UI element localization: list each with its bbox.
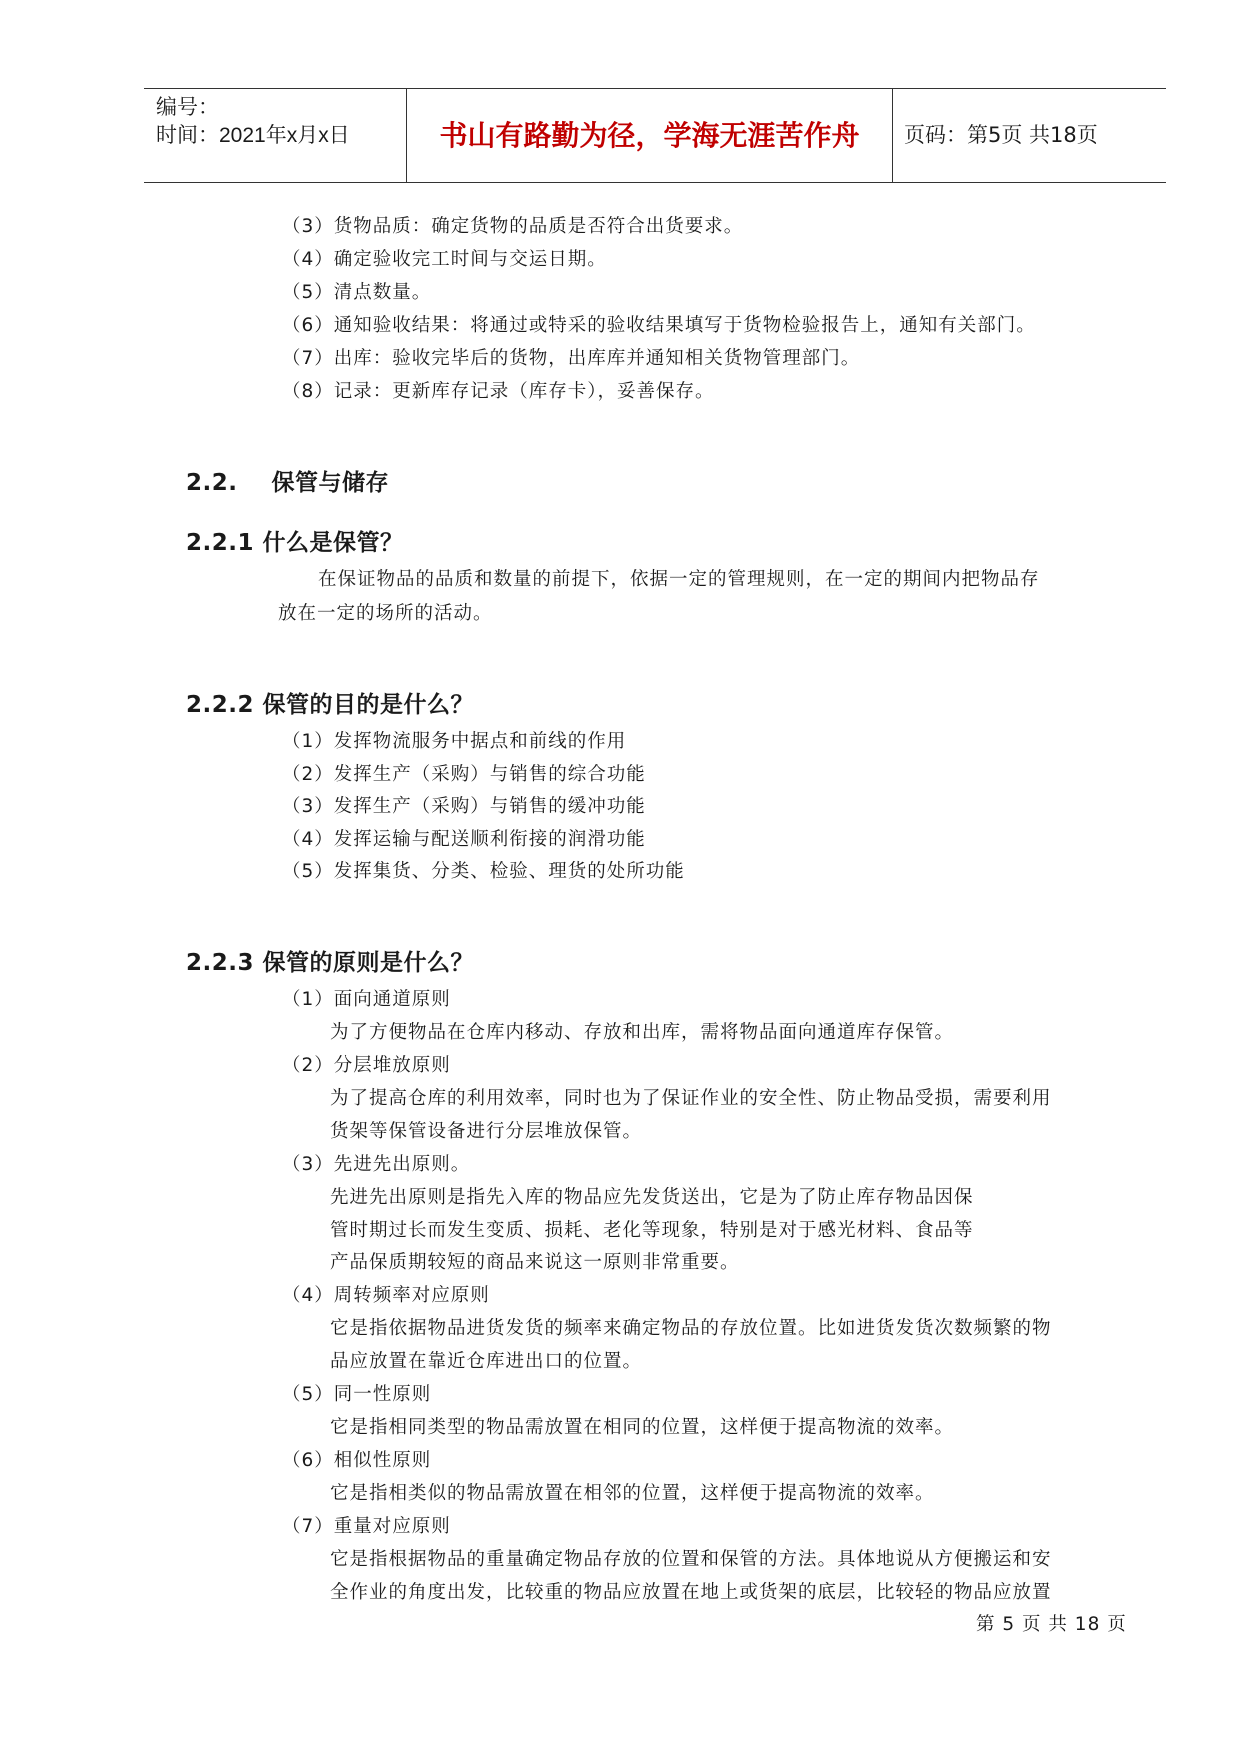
- principle-text: 货架等保管设备进行分层堆放保管。: [330, 1121, 643, 1142]
- header-motto: 书山有路勤为径，学海无涯苦作舟: [406, 89, 893, 182]
- list-item: （7）出库：验收完毕后的货物，出库库并通知相关货物管理部门。: [282, 348, 861, 369]
- header-page-label: 页码：第5页 共18页: [904, 123, 1098, 147]
- section-heading: 2.2.2 保管的目的是什么？: [186, 692, 474, 718]
- paragraph-line: 放在一定的场所的活动。: [278, 603, 493, 624]
- principle-title: （4）周转频率对应原则: [282, 1285, 490, 1306]
- principle-text: 它是指相同类型的物品需放置在相同的位置，这样便于提高物流的效率。: [330, 1417, 955, 1438]
- list-item: （4）发挥运输与配送顺利衔接的润滑功能: [282, 829, 646, 850]
- principle-title: （2）分层堆放原则: [282, 1055, 451, 1076]
- principle-title: （7）重量对应原则: [282, 1516, 451, 1537]
- principle-text: 它是指根据物品的重量确定物品存放的位置和保管的方法。具体地说从方便搬运和安: [330, 1549, 1052, 1570]
- principle-text: 为了提高仓库的利用效率，同时也为了保证作业的安全性、防止物品受损，需要利用: [330, 1088, 1052, 1109]
- page-footer: 第 5 页 共 18 页: [976, 1614, 1127, 1635]
- principle-title: （3）先进先出原则。: [282, 1154, 471, 1175]
- list-item: （3）货物品质：确定货物的品质是否符合出货要求。: [282, 216, 744, 237]
- header-meta: [144, 89, 406, 182]
- principle-title: （6）相似性原则: [282, 1450, 432, 1471]
- section-heading: 2.2.1 什么是保管？: [186, 530, 404, 556]
- list-item: （8）记录：更新库存记录（库存卡），妥善保存。: [282, 381, 715, 402]
- list-item: （4）确定验收完工时间与交运日期。: [282, 249, 607, 270]
- section-heading: 2.2. 保管与储存: [186, 470, 390, 496]
- principle-text: 它是指依据物品进货发货的频率来确定物品的存放位置。比如进货发货次数频繁的物: [330, 1318, 1052, 1339]
- list-item: （5）发挥集货、分类、检验、理货的处所功能: [282, 861, 685, 882]
- principle-text: 产品保质期较短的商品来说这一原则非常重要。: [330, 1252, 740, 1273]
- list-item: （2）发挥生产（采购）与销售的综合功能: [282, 764, 646, 785]
- list-item: （6）通知验收结果：将通过或特采的验收结果填写于货物检验报告上，通知有关部门。: [282, 315, 1036, 336]
- list-item: （3）发挥生产（采购）与销售的缓冲功能: [282, 796, 646, 817]
- principle-text: 先进先出原则是指先入库的物品应先发货送出，它是为了防止库存物品因保: [330, 1187, 974, 1208]
- principle-text: 为了方便物品在仓库内移动、存放和出库，需将物品面向通道库存保管。: [330, 1022, 955, 1043]
- principle-text: 它是指相类似的物品需放置在相邻的位置，这样便于提高物流的效率。: [330, 1483, 935, 1504]
- section-heading: 2.2.3 保管的原则是什么？: [186, 950, 474, 976]
- page-header: [144, 88, 1166, 183]
- doc-time-label: 时间：2021年x月x日: [156, 124, 350, 147]
- list-item: （1）发挥物流服务中据点和前线的作用: [282, 731, 627, 752]
- principle-text: 全作业的角度出发，比较重的物品应放置在地上或货架的底层，比较轻的物品应放置: [330, 1582, 1052, 1603]
- principle-text: 管时期过长而发生变质、损耗、老化等现象，特别是对于感光材料、食品等: [330, 1220, 974, 1241]
- principle-title: （5）同一性原则: [282, 1384, 432, 1405]
- principle-text: 品应放置在靠近仓库进出口的位置。: [330, 1351, 643, 1372]
- paragraph-line: 在保证物品的品质和数量的前提下，依据一定的管理规则，在一定的期间内把物品存: [318, 569, 1040, 590]
- principle-title: （1）面向通道原则: [282, 989, 451, 1010]
- doc-number-label: 编号：: [156, 96, 219, 119]
- list-item: （5）清点数量。: [282, 282, 432, 303]
